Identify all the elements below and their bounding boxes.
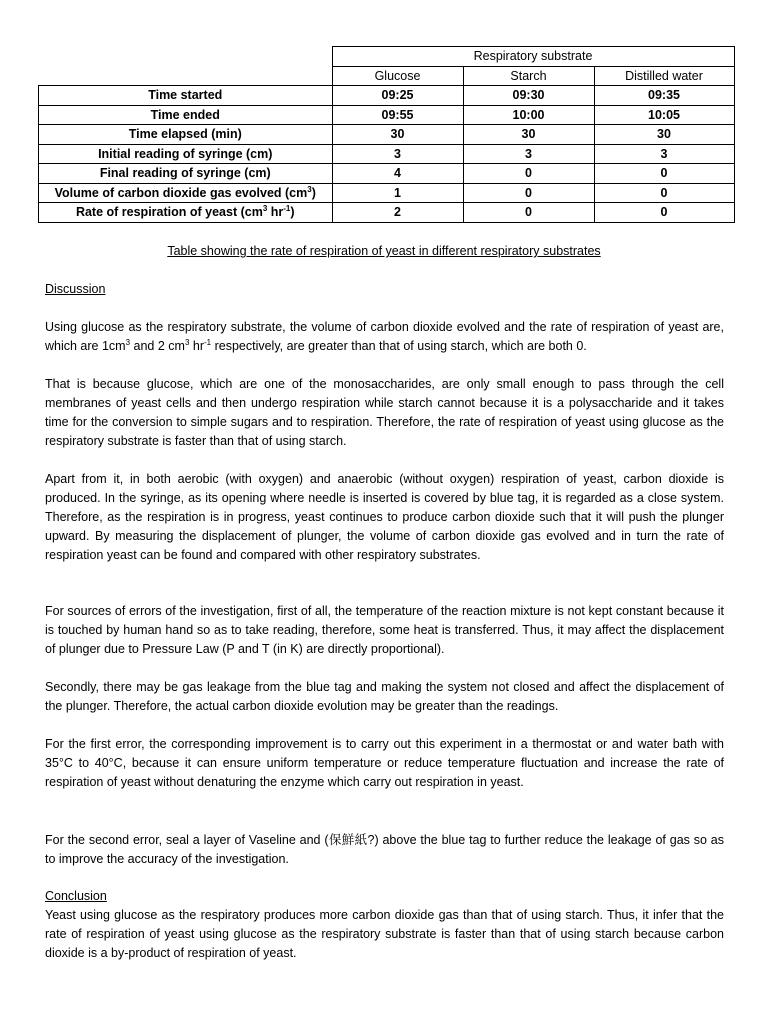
row-label: Final reading of syringe (cm): [39, 164, 333, 184]
column-header: Starch: [463, 66, 594, 86]
row-label: Time ended: [39, 105, 333, 125]
discussion-paragraph-1: Using glucose as the respiratory substrate, the volume of carbon dioxide evolved and the rate of respiration of yeast are, which are $1cm^3$ and 2 $cm^3$ $hr^{-1}$ respectively, are greater than that of using starch, which are both 0.: [45, 320, 724, 353]
conclusion-heading: Conclusion: [45, 889, 107, 903]
table-cell: 0: [463, 203, 594, 223]
table-cell: 09:55: [332, 105, 463, 125]
discussion-paragraph-3: Apart from it, in both aerobic (with oxygen) and anaerobic (without oxygen) respiration of yeast, carbon dioxide is produced. In the syringe, as its opening where needle is inserted is covered by blue tag, it is regarded as a close system. Therefore, as the respiration is in progress, yeast continues to produce carbon dioxide such that it will push the plunger upward. By measuring the displacement of plunger, the volume of carbon dioxide gas evolved and in turn the rate of respiration yeast can be found and compared with other respiratory substrates.: [45, 472, 724, 562]
row-label: Volume of carbon dioxide gas evolved $(cm^3)$: [39, 183, 333, 203]
table-cell: 0: [594, 164, 734, 184]
table-cell: 30: [463, 125, 594, 145]
row-label: Time started: [39, 86, 333, 106]
column-header: Glucose: [332, 66, 463, 86]
conclusion-paragraph: Yeast using glucose as the respiratory produces more carbon dioxide gas than that of using starch. Thus, it infer that the rate of respiration of yeast using glucose as the respiratory substrate is faster than that of using starch because carbon dioxide is a by-product of respiration of yeast.: [45, 908, 724, 960]
discussion-paragraph-7: For the second error, seal a layer of Vaseline and (保鮮紙?) above the blue tag to further reduce the leakage of gas so as to improve the accuracy of the investigation.: [45, 833, 724, 866]
table-cell: 0: [463, 164, 594, 184]
table-row: [39, 86, 735, 106]
table-cell: 10:05: [594, 105, 734, 125]
results-table: [38, 46, 735, 223]
table-row: [39, 105, 735, 125]
table-cell: 0: [594, 203, 734, 223]
table-row: [39, 144, 735, 164]
table-row: [39, 125, 735, 145]
table-cell: 3: [594, 144, 734, 164]
table-cell: 09:35: [594, 86, 734, 106]
table-cell: 30: [594, 125, 734, 145]
discussion-heading: Discussion: [45, 282, 106, 296]
discussion-paragraph-5: Secondly, there may be gas leakage from the blue tag and making the system not closed and affect the displacement of the plunger. Therefore, the actual carbon dioxide evolution may be greater than the readings.: [45, 680, 724, 713]
table-header-row: [39, 47, 735, 67]
table-cell: 4: [332, 164, 463, 184]
table-cell: 10:00: [463, 105, 594, 125]
table-cell: 30: [332, 125, 463, 145]
row-label: Rate of respiration of yeast ($cm^3$ $hr^{-1}$): [39, 203, 333, 223]
discussion-paragraph-2: That is because glucose, which are one of the monosaccharides, are only small enough to pass through the cell membranes of yeast cells and then undergo respiration while starch cannot because it is a polysaccharide and it takes time for the conversion to simple sugars and to respiration. Therefore, the rate of respiration of yeast using glucose as the respiratory substrate is faster than that of using starch.: [45, 377, 724, 448]
discussion-paragraph-4: For sources of errors of the investigation, first of all, the temperature of the reaction mixture is not kept constant because it is touched by human hand so as to take reading, therefore, some heat is transferred. Thus, it may affect the displacement of plunger due to Pressure Law (P and T (in K) are directly proportional).: [45, 604, 724, 656]
table-cell: 2: [332, 203, 463, 223]
column-header: Distilled water: [594, 66, 734, 86]
table-cell: 1: [332, 183, 463, 203]
table-cell: 09:25: [332, 86, 463, 106]
table-cell: 3: [332, 144, 463, 164]
table-row: [39, 164, 735, 184]
table-row: [39, 203, 735, 223]
table-caption: Table showing the rate of respiration of yeast in different respiratory substrates: [167, 244, 601, 258]
group-header: Respiratory substrate: [332, 47, 734, 67]
row-label: Initial reading of syringe (cm): [39, 144, 333, 164]
table-row: [39, 183, 735, 203]
table-cell: 0: [463, 183, 594, 203]
table-cell: 09:30: [463, 86, 594, 106]
discussion-paragraph-6: For the first error, the corresponding improvement is to carry out this experiment in a thermostat or and water bath with 35°C to 40°C, because it can ensure uniform temperature or reduce temperature fluctuation and increase the rate of respiration of yeast without denaturing the enzyme which carry out respiration in yeast.: [45, 737, 724, 789]
table-column-row: [39, 66, 735, 86]
row-label: Time elapsed (min): [39, 125, 333, 145]
table-cell: 0: [594, 183, 734, 203]
table-cell: 3: [463, 144, 594, 164]
